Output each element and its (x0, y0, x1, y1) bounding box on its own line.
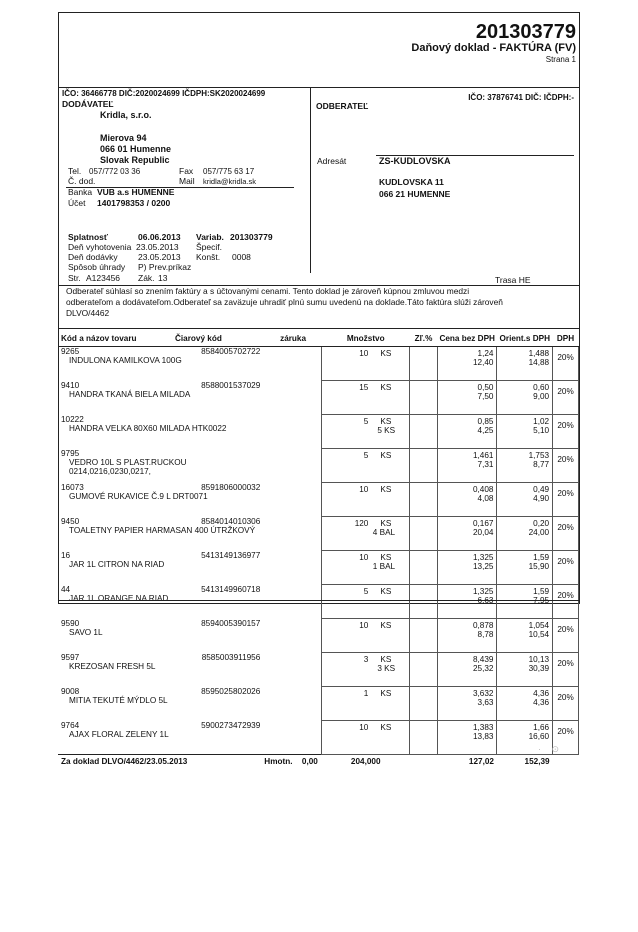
item-unit-price: 0,85 (477, 417, 494, 426)
item-unit-price: 0,167 (472, 519, 494, 528)
header-divider (58, 87, 579, 88)
splatnost-label: Splatnosť (68, 232, 108, 242)
item-total: 7,31 (477, 460, 494, 469)
item-ean: 5413149136977 (201, 550, 261, 560)
item-zlava (410, 619, 438, 653)
item-orient-total: 9,00 (533, 392, 550, 401)
item-unit: KS (380, 349, 392, 358)
item-unit: KS (380, 723, 392, 732)
col-dph: DPH (553, 334, 579, 347)
note-line-3: DLVO/4462 (66, 308, 110, 318)
item-price-cell (437, 449, 497, 483)
item-unit: KS (380, 451, 392, 460)
zak-label: Zák. (138, 273, 155, 283)
item-dph: 20% (553, 551, 579, 585)
item-orient-cell (497, 585, 553, 619)
col-zaruka: záruka (264, 334, 322, 347)
item-unit: KS (380, 417, 392, 426)
item-ean: 8588001537029 (201, 380, 261, 390)
item-price-cell (437, 619, 497, 653)
item-unit-price: 1,325 (472, 587, 494, 596)
zak-value: 13 (158, 273, 168, 283)
item-unit: KS (380, 655, 392, 664)
item-dph: 20% (553, 415, 579, 449)
item-unit: KS (380, 587, 392, 596)
item-qty: 10 (359, 621, 369, 630)
item-code: 44 (61, 584, 71, 594)
item-orient-unit: 1,59 (533, 587, 550, 596)
scan-artifact: · ⊙ (538, 744, 564, 754)
item-unit: KS (380, 621, 392, 630)
item-qty-cell (322, 483, 410, 517)
trasa-value: Trasa HE (495, 275, 531, 285)
item-name: MITIA TEKUTÉ MÝDLO 5L (69, 695, 168, 705)
item-ean: 8585003911956 (201, 652, 261, 662)
items-table (58, 334, 579, 771)
item-zaruka (264, 687, 322, 721)
item-orient-cell (497, 517, 553, 551)
item-dph: 20% (553, 687, 579, 721)
item-name: KREZOSAN FRESH 5L (69, 661, 156, 671)
item-dph: 20% (553, 721, 579, 755)
item-zlava (410, 585, 438, 619)
item-unit-price: 8,439 (472, 655, 494, 664)
item-unit-price: 0,408 (472, 485, 494, 494)
item-price-cell (437, 347, 497, 381)
item-zlava (410, 653, 438, 687)
item-unit: KS (380, 383, 392, 392)
item-unit-price: 1,24 (477, 349, 494, 358)
col-zlava: Zľ.% (410, 334, 438, 347)
item-qty-cell (322, 721, 410, 755)
item-total: 3,63 (477, 698, 494, 707)
bank-label: Banka (68, 187, 93, 197)
footer-orient-total: 152,39 (524, 757, 550, 766)
item-ean: 8595025802026 (201, 686, 261, 696)
item-zlava (410, 721, 438, 755)
party-divider (310, 88, 311, 273)
item-name: VEDRO 10L S PLAST.RUCKOU 0214,0216,0230,0217, (69, 457, 187, 476)
item-total: 12,40 (472, 358, 494, 367)
item-dph: 20% (553, 347, 579, 381)
page-number: Strana 1 (545, 55, 576, 64)
item-zaruka (264, 653, 322, 687)
footer-empty (410, 755, 438, 772)
table-header-row (58, 334, 579, 347)
item-zaruka (264, 381, 322, 415)
item-zaruka (264, 449, 322, 483)
item-qty-cell (322, 687, 410, 721)
item-code-name (58, 687, 264, 721)
item-ean: 8591806000032 (201, 482, 261, 492)
str-value: A123456 (86, 273, 121, 283)
item-unit: KS (380, 485, 392, 494)
uhrady-value: P) Prev.príkaz (138, 262, 192, 272)
item-orient-total: 4,36 (533, 698, 550, 707)
konst-label: Konšt. (196, 252, 221, 262)
item-code: 9265 (61, 347, 80, 356)
item-dph: 20% (553, 483, 579, 517)
item-orient-total: 15,90 (528, 562, 550, 571)
item-qty: 10 (359, 723, 369, 732)
footer-hmotn-value: 0,00 (301, 757, 318, 766)
item-orient-unit: 1,59 (533, 553, 550, 562)
table-row (58, 347, 579, 381)
item-qty-cell (322, 585, 410, 619)
item-zlava (410, 449, 438, 483)
footer-hmotn-label: Hmotn. (264, 757, 293, 766)
item-dph: 20% (553, 449, 579, 483)
item-orient-unit: 0,60 (533, 383, 550, 392)
item-code-name (58, 347, 264, 381)
item-unit: KS (380, 689, 392, 698)
item-code-name (58, 653, 264, 687)
item-zlava (410, 483, 438, 517)
item-name: SAVO 1L (69, 627, 103, 637)
item-orient-cell (497, 381, 553, 415)
item-unit-price: 1,383 (472, 723, 494, 732)
mail-label: Mail (179, 176, 195, 186)
item-unit: KS (380, 553, 392, 562)
item-orient-total: 10,54 (528, 630, 550, 639)
item-price-cell (437, 415, 497, 449)
supplier-ids: IČO: 36466778 DIČ:2020024699 IČDPH:SK2020024699 (62, 89, 266, 98)
item-zlava (410, 415, 438, 449)
mail-value: kridla@kridla.sk (203, 177, 257, 186)
item-unit-price: 1,461 (472, 451, 494, 460)
item-qty-cell (322, 551, 410, 585)
footer-total: 127,02 (468, 757, 494, 766)
item-orient-unit: 0,20 (533, 519, 550, 528)
item-price-cell (437, 721, 497, 755)
item-orient-cell (497, 347, 553, 381)
item-unit-price: 3,632 (472, 689, 494, 698)
item-price-cell (437, 653, 497, 687)
item-zaruka (264, 517, 322, 551)
item-qty: 5 (363, 417, 369, 426)
variab-value: 201303779 (230, 232, 273, 242)
item-total: 20,04 (472, 528, 494, 537)
item-ean: 8594005390157 (201, 618, 261, 628)
item-code-name (58, 449, 264, 483)
item-zaruka (264, 415, 322, 449)
table-top-divider (58, 328, 579, 329)
col-ean: Čiarový kód (175, 334, 264, 347)
item-total: 7,50 (477, 392, 494, 401)
item-zlava (410, 347, 438, 381)
supplier-country: Slovak Republic (100, 155, 170, 165)
item-orient-cell (497, 653, 553, 687)
item-total: 6,63 (477, 596, 494, 605)
item-code-name (58, 619, 264, 653)
item-qty-cell (322, 381, 410, 415)
item-qty2: 3 KS (377, 664, 396, 673)
supplier-city: 066 01 Humenne (100, 144, 172, 154)
bank-value: VUB a.s HUMENNE (97, 187, 175, 197)
table-footer-row (58, 755, 579, 772)
item-code: 9597 (61, 652, 80, 662)
item-name: HANDRA VELKA 80X60 MILADA HTK0022 (69, 423, 227, 433)
cdod-label: Č. dod. (68, 176, 96, 186)
item-qty: 5 (363, 587, 369, 596)
table-row (58, 721, 579, 755)
item-name: INDULONA KAMILKOVA 100G (69, 356, 182, 365)
table-row (58, 517, 579, 551)
item-name: GUMOVÉ RUKAVICE Č.9 L DRT0071 (69, 491, 208, 501)
item-name: JAR 1L ORANGE NA RIAD (69, 593, 169, 603)
konst-value: 0008 (232, 252, 251, 262)
item-ean: 5900273472939 (201, 720, 261, 730)
variab-label: Variab. (196, 232, 224, 242)
item-orient-total: 14,88 (528, 358, 550, 367)
item-qty-cell (322, 347, 410, 381)
col-cena: Cena bez DPH (437, 334, 497, 347)
dodavky-value: 23.05.2013 (138, 252, 181, 262)
supplier-label: DODÁVATEĽ (62, 99, 114, 109)
customer-ids: IČO: 37876741 DIČ: IČDPH:- (468, 93, 574, 102)
item-zaruka (264, 619, 322, 653)
col-mnozstvo: Množstvo (322, 334, 410, 347)
item-price-cell (437, 585, 497, 619)
table-row (58, 619, 579, 653)
item-dph: 20% (553, 517, 579, 551)
item-orient-total: 8,77 (533, 460, 550, 469)
item-zlava (410, 687, 438, 721)
fax-value: 057/775 63 17 (203, 167, 255, 176)
table-row (58, 653, 579, 687)
item-total: 13,83 (472, 732, 494, 741)
item-ean: 8584014010306 (201, 516, 261, 526)
item-orient-unit: 4,36 (533, 689, 550, 698)
account-label: Účet (68, 198, 86, 208)
item-ean (260, 415, 264, 424)
item-code: 9795 (61, 448, 80, 458)
item-code: 9450 (61, 516, 80, 526)
item-orient-unit: 1,753 (528, 451, 550, 460)
item-code: 9590 (61, 618, 80, 628)
item-zaruka (264, 551, 322, 585)
item-qty: 15 (359, 383, 369, 392)
item-zaruka (264, 347, 322, 381)
table-row (58, 381, 579, 415)
item-unit-price: 0,50 (477, 383, 494, 392)
adresat-label: Adresát (317, 156, 347, 166)
item-ean: 5413149960718 (201, 584, 261, 594)
item-orient-cell (497, 551, 553, 585)
item-qty: 5 (363, 451, 369, 460)
item-code: 10222 (61, 414, 84, 424)
item-qty-cell (322, 619, 410, 653)
note-line-1: Odberateľ súhlasí so znením faktúry a s účtovanými cenami. Tento doklad je zároveň kúpnou zmluvou medzi (66, 286, 470, 296)
item-price-cell (437, 551, 497, 585)
item-zaruka (264, 483, 322, 517)
note-line-2: odberateľom a dodávateľom.Odberateľ sa zaväzuje uhradiť plnú sumu uvedenú na doklade.Táto faktúra slúži zároveň (66, 297, 503, 307)
item-orient-unit: 1,054 (528, 621, 550, 630)
item-qty: 10 (359, 349, 369, 358)
item-orient-cell (497, 687, 553, 721)
table-row (58, 449, 579, 483)
item-orient-unit: 1,02 (533, 417, 550, 426)
item-qty2: 5 KS (377, 426, 396, 435)
item-price-cell (437, 483, 497, 517)
customer-label: ODBERATEĽ (316, 101, 369, 111)
item-orient-total: 24,00 (528, 528, 550, 537)
footer-label: Za doklad DLVO/4462/23.05.2013 (61, 757, 188, 766)
item-code: 9008 (61, 686, 80, 696)
item-name: AJAX FLORAL ZELENY 1L (69, 729, 169, 739)
item-code-name (58, 381, 264, 415)
item-code-name (58, 585, 264, 619)
fax-label: Fax (179, 166, 194, 176)
customer-street: KUDLOVSKA 11 (379, 177, 444, 187)
item-orient-total: 4,90 (533, 494, 550, 503)
table-row (58, 415, 579, 449)
table-row (58, 551, 579, 585)
table-row (58, 483, 579, 517)
customer-name: ZS-KUDLOVSKA (379, 156, 451, 166)
vyhot-value: 23.05.2013 (136, 242, 179, 252)
splatnost-value: 06.06.2013 (138, 232, 181, 242)
item-name: TOALETNY PAPIER HARMASAN 400 ÚTRŽKOVÝ (69, 525, 256, 535)
item-zlava (410, 551, 438, 585)
item-code-name (58, 483, 264, 517)
item-zaruka (264, 585, 322, 619)
item-code-name (58, 517, 264, 551)
item-price-cell (437, 687, 497, 721)
item-code-name (58, 721, 264, 755)
invoice-number: 201303779 (475, 21, 576, 43)
item-orient-unit: 1,66 (533, 723, 550, 732)
item-total: 13,25 (472, 562, 494, 571)
str-label: Str. (68, 273, 81, 283)
footer-empty-dph (553, 755, 579, 772)
item-code: 9764 (61, 720, 80, 730)
invoice-title: Daňový doklad - FAKTÚRA (FV) (411, 42, 576, 54)
tel-value: 057/772 03 36 (89, 167, 141, 176)
item-qty2: 1 BAL (372, 562, 396, 571)
item-orient-unit: 0,49 (533, 485, 550, 494)
item-name: JAR 1L CITRON NA RIAD (69, 559, 165, 569)
item-unit-price: 1,325 (472, 553, 494, 562)
item-ean (260, 449, 264, 458)
item-qty-cell (322, 517, 410, 551)
item-qty2: 4 BAL (372, 528, 396, 537)
item-qty: 3 (363, 655, 369, 664)
item-price-cell (437, 381, 497, 415)
item-orient-total: 7,95 (533, 596, 550, 605)
table-row (58, 585, 579, 619)
item-orient-unit: 1,488 (528, 349, 550, 358)
item-zaruka (264, 721, 322, 755)
item-name: HANDRA TKANÁ BIELA MILADA (69, 389, 191, 399)
item-code: 9410 (61, 380, 80, 390)
supplier-name: Kridla, s.r.o. (100, 110, 152, 120)
item-qty: 1 (363, 689, 369, 698)
item-orient-cell (497, 619, 553, 653)
item-qty-cell (322, 653, 410, 687)
item-code: 16073 (61, 482, 84, 492)
table-bottom-divider (58, 600, 579, 601)
item-orient-total: 30,39 (528, 664, 550, 673)
item-qty-cell (322, 415, 410, 449)
item-qty: 120 (354, 519, 369, 528)
item-orient-total: 5,10 (533, 426, 550, 435)
item-dph: 20% (553, 653, 579, 687)
specif-label: Špecif. (196, 242, 222, 252)
item-zlava (410, 517, 438, 551)
item-qty-cell (322, 449, 410, 483)
tel-label: Tel. (68, 166, 82, 176)
col-orient: Orient.s DPH (497, 334, 553, 347)
item-orient-cell (497, 449, 553, 483)
item-qty: 10 (359, 553, 369, 562)
item-code-name (58, 415, 264, 449)
item-total: 25,32 (472, 664, 494, 673)
dodavky-label: Deň dodávky (68, 252, 118, 262)
item-price-cell (437, 517, 497, 551)
item-ean: 8584005702722 (201, 347, 261, 356)
item-dph: 20% (553, 585, 579, 619)
item-total: 8,78 (477, 630, 494, 639)
supplier-street: Mierova 94 (100, 133, 147, 143)
item-orient-cell (497, 415, 553, 449)
item-orient-total: 16,60 (528, 732, 550, 741)
item-zlava (410, 381, 438, 415)
footer-hmotn-cell (264, 755, 322, 772)
col-kod: Kód a názov tovaru (58, 334, 175, 347)
item-unit-price: 0,878 (472, 621, 494, 630)
footer-qty-total: 204,000 (350, 757, 381, 766)
item-total: 4,25 (477, 426, 494, 435)
item-orient-cell (497, 483, 553, 517)
item-total: 4,08 (477, 494, 494, 503)
vyhot-label: Deň vyhotovenia (68, 242, 132, 252)
item-qty: 10 (359, 485, 369, 494)
item-code: 16 (61, 550, 71, 560)
item-orient-unit: 10,13 (528, 655, 550, 664)
table-row (58, 687, 579, 721)
item-dph: 20% (553, 381, 579, 415)
item-unit: KS (380, 519, 392, 528)
item-dph: 20% (553, 619, 579, 653)
customer-city: 066 21 HUMENNE (379, 189, 451, 199)
account-value: 1401798353 / 0200 (97, 198, 171, 208)
item-code-name (58, 551, 264, 585)
uhrady-label: Spôsob úhrady (68, 262, 126, 272)
